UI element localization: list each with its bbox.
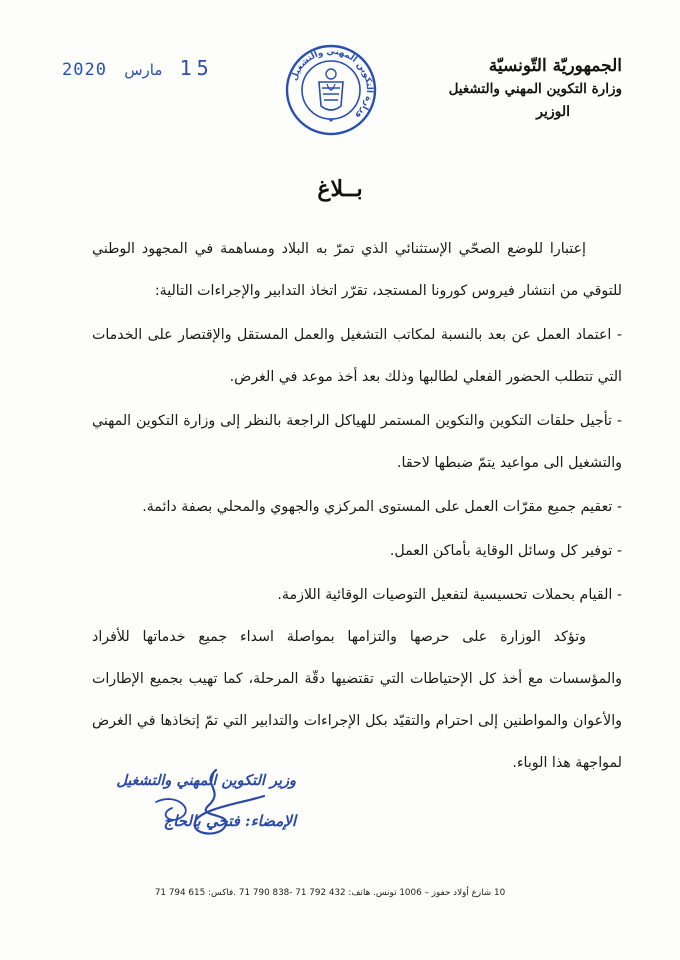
date-day: 15 — [179, 56, 214, 80]
footer-address: 10 شارع أولاد حفوز – 1006 تونس. هاتف: 432 792 71 -838 790 71 .فاكس: 615 794 71 — [154, 888, 506, 898]
signature-name: الإمضاء: فتحي بالحاج — [163, 812, 296, 830]
date-month: مارس — [124, 61, 163, 79]
date-year: 2020 — [62, 60, 107, 80]
document-title: بــلاغ — [317, 176, 363, 202]
paragraph-measure-3: - تعقيم جميع مقرّات العمل على المستوى المركزي والجهوي والمحلي بصفة دائمة. — [142, 499, 622, 515]
date-stamp — [62, 56, 214, 80]
paragraph-measure-2: - تأجيل حلقات التكوين والتكوين المستمر للهياكل الراجعة بالنظر إلى وزارة التكوين المهني والتشغيل الى مواعيد يتمّ ضبطها لاحقا. — [92, 413, 622, 471]
paragraph-intro: إعتبارا للوضع الصحّي الإستثنائي الذي تمرّ به البلاد ومساهمة في المجهود الوطني للتوقي من انتشار فيروس كورونا المستجد، تقرّر اتخاذ التدابير والإجراءات التالية: — [92, 241, 622, 299]
signature-title: وزير التكوين المهني والتشغيل — [116, 772, 296, 789]
office-name: الوزير — [536, 104, 570, 120]
ministry-seal-icon — [285, 44, 377, 136]
ministry-name: وزارة التكوين المهني والتشغيل — [448, 81, 622, 97]
country-name: الجمهوريّة التّونسيّة — [488, 56, 622, 76]
paragraph-measure-1: - اعتماد العمل عن بعد بالنسبة لمكاتب التشغيل والعمل المستقل والإقتصار على الخدمات التي تتطلب الحضور الفعلي لطالبها وذلك بعد أخذ موعد في الغرض. — [92, 327, 622, 385]
paragraph-measure-4: - توفير كل وسائل الوقاية بأماكن العمل. — [389, 543, 622, 559]
paragraph-closing: وتؤكد الوزارة على حرصها والتزامها بمواصلة اسداء جميع خدماتها للأفراد والمؤسسات مع أخذ كل الإحتياطات التي تقتضيها دقّة المرحلة، كما تهيب بجميع الإطارات والأعوان والمواطنين إلى احترام والتقيّد بكل الإجراءات والتدابير التي تمّ إتخاذها في الغرض لمواجهة هذا الوباء. — [92, 629, 622, 771]
paragraph-measure-5: - القيام بحملات تحسيسية لتفعيل التوصيات الوقائية اللازمة. — [277, 587, 622, 603]
signature-block — [96, 762, 296, 852]
document-body — [92, 228, 622, 784]
seal-text: وزارة التكوين المهني والتشغيل — [289, 46, 375, 121]
letterhead — [402, 54, 622, 124]
